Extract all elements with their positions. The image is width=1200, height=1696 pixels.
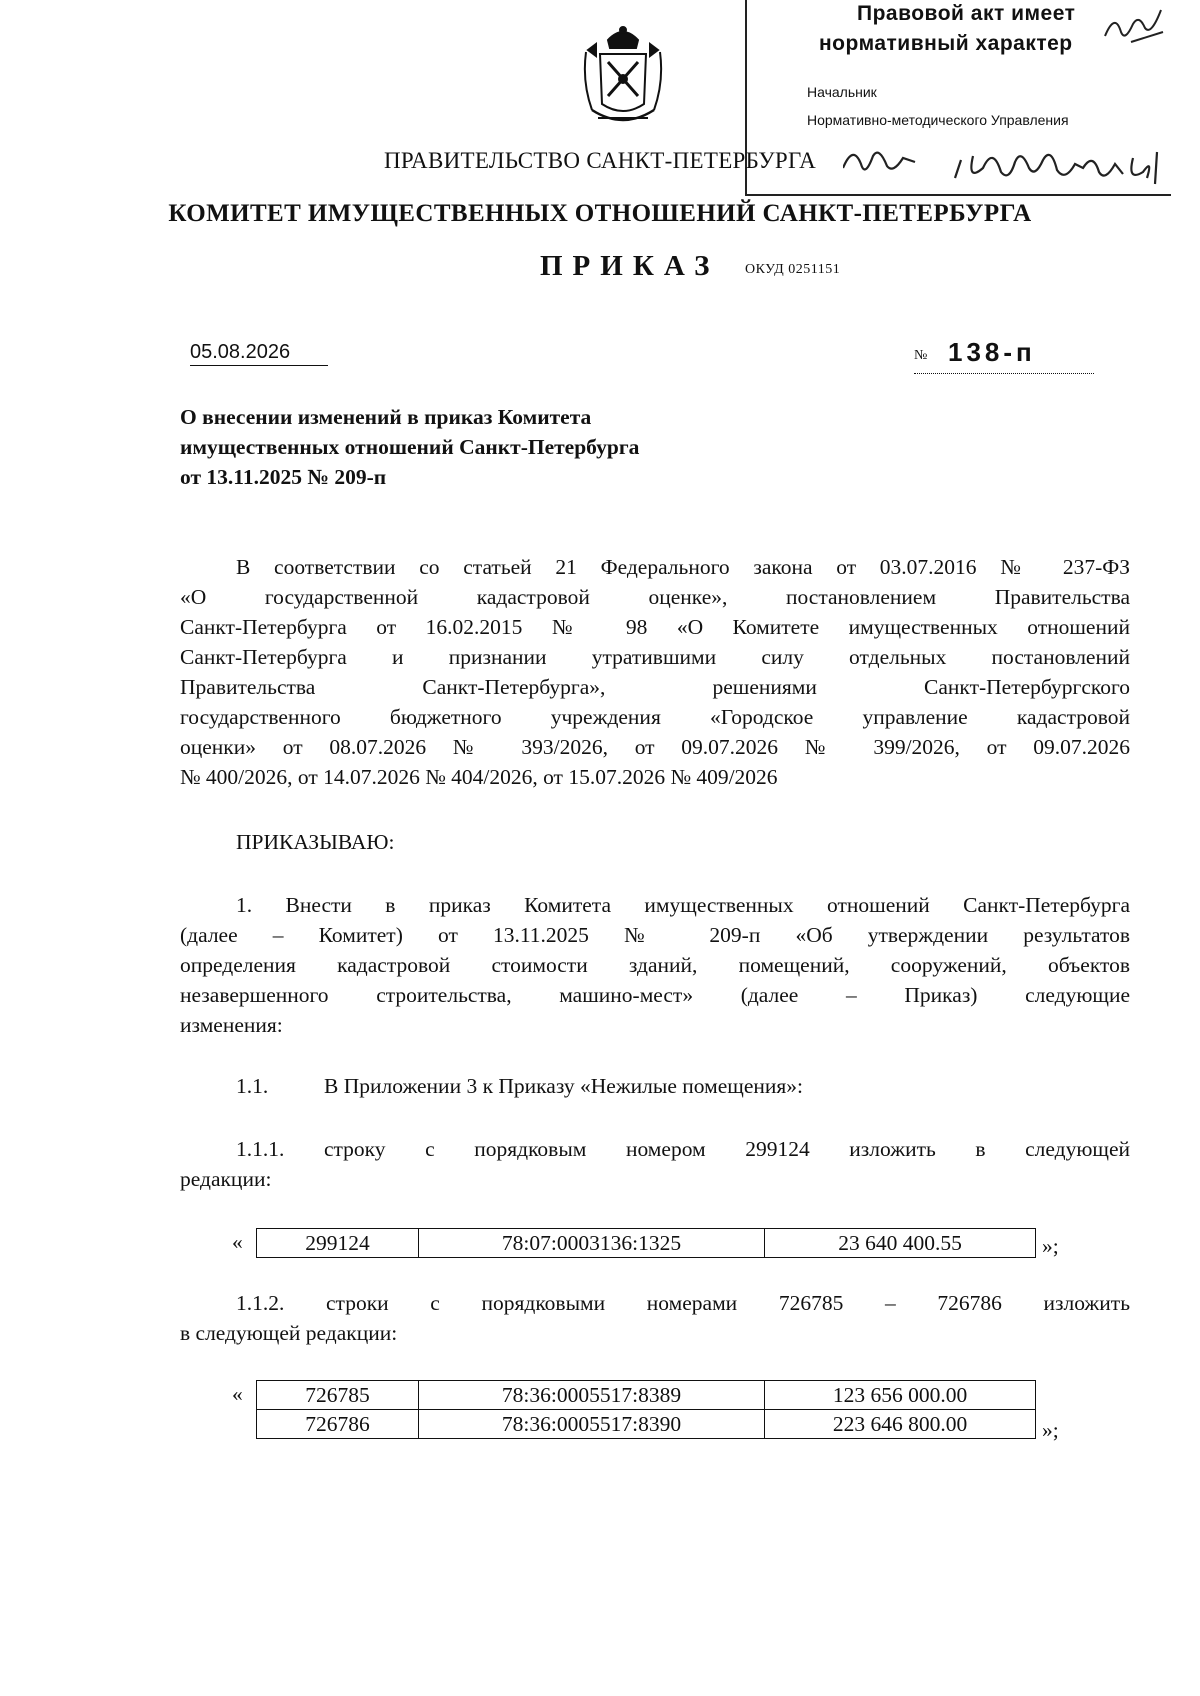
item-text: В Приложении 3 к Приказу «Нежилые помещения»: <box>324 1074 803 1098</box>
stamp-title-line2: нормативный характер <box>819 32 1073 55</box>
table-cell-cadastral: 78:36:0005517:8389 <box>419 1381 765 1410</box>
table-cell-cadastral: 78:36:0005517:8390 <box>419 1410 765 1439</box>
table-cell-number: 726786 <box>257 1410 419 1439</box>
subject-line: от 13.11.2025 № 209-п <box>180 465 387 489</box>
number-sign: № <box>914 348 928 363</box>
order-directive: ПРИКАЗЫВАЮ: <box>236 830 395 854</box>
paragraph-line: В соответствии со статьей 21 Федерального закона от 03.07.2016 № 237-ФЗ <box>236 555 1130 579</box>
signature-initials-icon <box>1101 2 1167 46</box>
item-1-1 <box>236 1074 803 1099</box>
item-1-1-1-paragraph <box>180 1134 1130 1194</box>
paragraph-line: Правительства Санкт-Петербурга», решениями Санкт-Петербургского <box>180 675 1130 699</box>
table-cell-cadastral: 78:07:0003136:1325 <box>419 1229 765 1258</box>
paragraph-line: определения кадастровой стоимости зданий, помещений, сооружений, объектов <box>180 953 1130 977</box>
order-number-field <box>914 337 1094 374</box>
paragraph-line: (далее – Комитет) от 13.11.2025 № 209-п «Об утверждении результатов <box>180 923 1130 947</box>
table-cell-number: 726785 <box>257 1381 419 1410</box>
committee-heading: КОМИТЕТ ИМУЩЕСТВЕННЫХ ОТНОШЕНИЙ САНКТ-ПЕТЕРБУРГА <box>168 200 1032 227</box>
table-row <box>257 1229 1036 1258</box>
table-close-quote: »; <box>1042 1418 1059 1442</box>
paragraph-line: государственного бюджетного учреждения «Городское управление кадастровой <box>180 705 1130 729</box>
basis-paragraph <box>180 552 1130 792</box>
table-row <box>257 1381 1036 1410</box>
paragraph-line: 1.1.2. строки с порядковыми номерами 726785 – 726786 изложить <box>236 1291 1130 1315</box>
order-number: 138-п <box>948 337 1036 367</box>
government-heading: ПРАВИТЕЛЬСТВО САНКТ-ПЕТЕРБУРГА <box>383 148 817 173</box>
table-row <box>257 1410 1036 1439</box>
item-number: 1.1. <box>236 1074 269 1098</box>
coat-of-arms-icon <box>578 22 668 132</box>
order-date: 05.08.2026 <box>190 341 328 366</box>
paragraph-line: Санкт-Петербурга и признании утратившими силу отдельных постановлений <box>180 645 1130 669</box>
paragraph-line: № 400/2026, от 14.07.2026 № 404/2026, от 15.07.2026 № 409/2026 <box>180 765 778 789</box>
paragraph-line: 1. Внести в приказ Комитета имущественных отношений Санкт-Петербурга <box>236 893 1130 917</box>
subject-line: имущественных отношений Санкт-Петербурга <box>180 435 640 459</box>
paragraph-line: 1.1.1. строку с порядковым номером 299124 изложить в следующей <box>236 1137 1130 1161</box>
item-1-1-2-paragraph <box>180 1288 1130 1348</box>
paragraph-line: в следующей редакции: <box>180 1321 398 1345</box>
table-close-quote: »; <box>1042 1234 1059 1258</box>
table-open-quote: « <box>232 1230 243 1254</box>
cadastral-table <box>256 1380 1036 1439</box>
item-1-paragraph <box>180 890 1130 1040</box>
cadastral-table <box>256 1228 1036 1258</box>
table-cell-value: 23 640 400.55 <box>765 1229 1036 1258</box>
stamp-position-line2: Нормативно-методического Управления <box>807 112 1069 128</box>
document-type-title: ПРИКАЗ <box>540 250 720 282</box>
table-cell-value: 223 646 800.00 <box>765 1410 1036 1439</box>
paragraph-line: «О государственной кадастровой оценке», постановлением Правительства <box>180 585 1130 609</box>
paragraph-line: редакции: <box>180 1167 272 1191</box>
table-cell-value: 123 656 000.00 <box>765 1381 1036 1410</box>
paragraph-line: изменения: <box>180 1013 283 1037</box>
stamp-title-line1: Правовой акт имеет <box>857 2 1076 25</box>
paragraph-line: оценки» от 08.07.2026 № 393/2026, от 09.07.2026 № 399/2026, от 09.07.2026 <box>180 735 1130 759</box>
okud-code: ОКУД 0251151 <box>745 262 841 277</box>
paragraph-line: Санкт-Петербурга от 16.02.2015 № 98 «О Комитете имущественных отношений <box>180 615 1130 639</box>
paragraph-line: незавершенного строительства, машино-мест» (далее – Приказ) следующие <box>180 983 1130 1007</box>
stamp-position-line1: Начальник <box>807 84 877 100</box>
subject-line: О внесении изменений в приказ Комитета <box>180 405 592 429</box>
order-subject <box>180 402 639 492</box>
table-open-quote: « <box>232 1382 243 1406</box>
table-cell-number: 299124 <box>257 1229 419 1258</box>
